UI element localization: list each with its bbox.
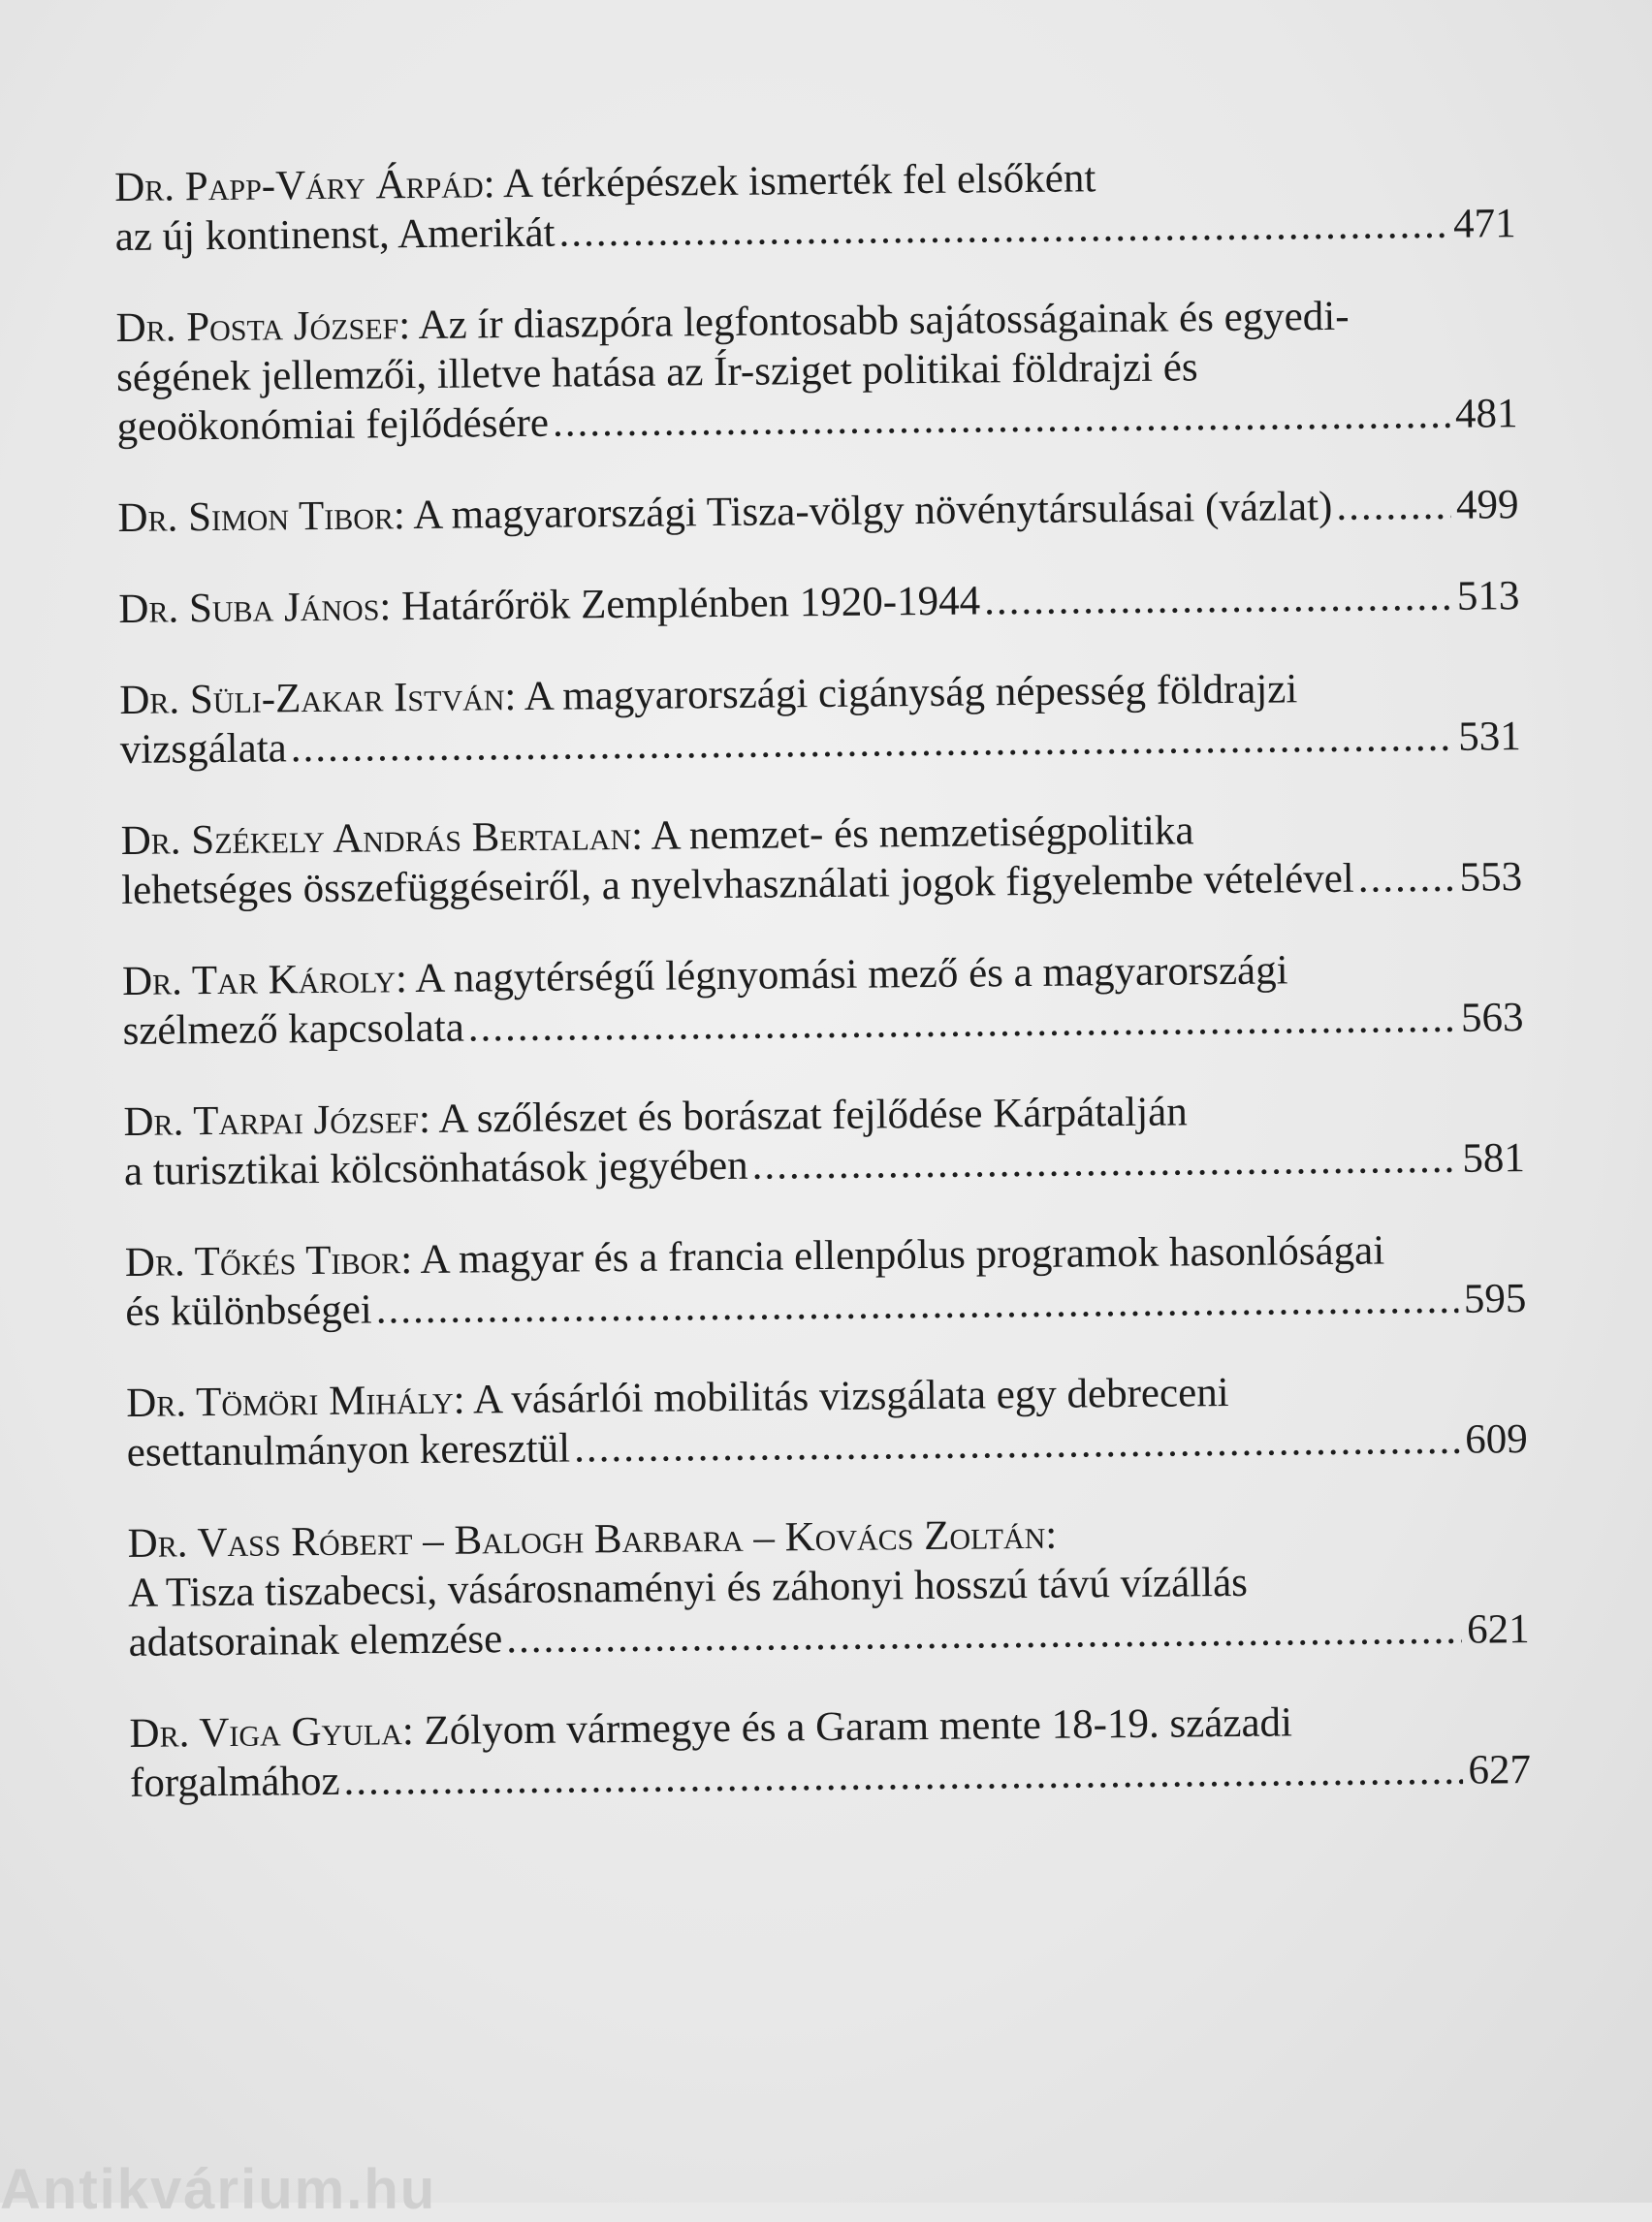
entry-title-text: az új kontinenst, Amerikát — [114, 209, 556, 260]
dot-leader — [290, 713, 1452, 774]
entry-author: Dr. Suba János: — [118, 584, 392, 632]
toc-entry — [120, 803, 1522, 915]
page-number: 581 — [1462, 1135, 1526, 1182]
toc-entry — [114, 149, 1516, 262]
toc-entry — [115, 290, 1517, 452]
toc-entry — [122, 943, 1524, 1056]
dot-leader — [375, 1275, 1458, 1335]
toc-entry — [129, 1696, 1531, 1808]
entry-title-text: A nemzet- és nemzetiségpolitika — [651, 808, 1194, 859]
entry-author: Dr. Süli-Zakar István: — [119, 674, 517, 723]
dot-leader — [1336, 481, 1450, 531]
page-number: 553 — [1459, 854, 1523, 901]
entry-last-line — [118, 571, 1519, 634]
page-number: 609 — [1464, 1416, 1528, 1463]
entry-title-text: vizsgálata — [119, 725, 287, 773]
entry-author: Dr. Posta József: — [115, 302, 411, 351]
dot-leader — [984, 572, 1451, 626]
entry-author: Dr. Tarpai József: — [123, 1095, 431, 1145]
entry-title-text: szélmező kapcsolata — [122, 1004, 465, 1054]
page-number: 627 — [1468, 1747, 1532, 1793]
watermark-text: Antikvárium.hu — [0, 2158, 437, 2221]
toc-entry — [118, 571, 1519, 634]
toc-entry — [119, 662, 1521, 775]
page-number: 531 — [1458, 714, 1521, 760]
table-of-contents — [114, 149, 1532, 1850]
entry-author: Dr. Viga Gyula: — [129, 1708, 415, 1757]
entry-title-text: Zólyom vármegye és a Garam mente 18-19. századi — [424, 1699, 1293, 1755]
entry-title-text: a turisztikai kölcsönhatások jegyében — [123, 1142, 748, 1194]
entry-title-text: adatsorainak elemzése — [128, 1616, 503, 1666]
page-number: 563 — [1460, 995, 1524, 1041]
toc-entry — [126, 1365, 1528, 1477]
toc-entry — [125, 1224, 1527, 1337]
toc-entry — [117, 480, 1518, 543]
entry-author: Dr. Tömöri Mihály: — [126, 1377, 465, 1426]
dot-leader — [1358, 853, 1454, 904]
entry-title-text: A szőlészet és borászat fejlődése Kárpátalján — [438, 1089, 1188, 1142]
toc-entry — [123, 1084, 1525, 1196]
page-number: 481 — [1454, 391, 1518, 437]
entry-title-wrap — [117, 482, 1332, 543]
entry-author: Dr. Tar Károly: — [121, 956, 408, 1004]
entry-title-text: és különbségei — [125, 1286, 372, 1335]
entry-author: Dr. Simon Tibor: — [117, 492, 406, 541]
entry-title-line: ségének jellemzői, illetve hatása az Ír-sziget politikai földrajzi és — [115, 344, 1198, 400]
entry-title-text: esettanulmányon keresztül — [126, 1425, 571, 1476]
dot-leader — [468, 994, 1456, 1053]
entry-author: Dr. Tőkés Tibor: — [124, 1237, 413, 1286]
entry-title-text: forgalmához — [129, 1758, 340, 1806]
page-number: 499 — [1455, 482, 1519, 528]
dot-leader — [558, 200, 1447, 258]
entry-author: Dr. Székely András Bertalan: — [120, 812, 644, 864]
entry-title-text: geoökonómiai fejlődésére — [116, 399, 550, 450]
entry-title-text: Az ír diaszpóra legfontosabb sajátosságainak és egyedi- — [418, 293, 1350, 348]
entry-last-line — [117, 480, 1518, 543]
page-number: 513 — [1456, 573, 1520, 619]
entry-title-line: A Tisza tiszabecsi, vásárosnaményi és záhonyi hosszú távú vízállás — [127, 1559, 1249, 1616]
page-number: 595 — [1463, 1276, 1527, 1322]
dot-leader — [553, 390, 1450, 448]
dot-leader — [574, 1415, 1460, 1474]
entry-title-text: A térképészek ismerték fel elsőként — [502, 155, 1096, 207]
entry-author: Dr. Papp-Váry Árpád: — [114, 161, 495, 210]
entry-title-text: lehetséges összefüggéseiről, a nyelvhasználati jogok figyelembe vételével — [120, 855, 1354, 913]
entry-title-wrap — [118, 576, 980, 634]
dot-leader — [751, 1134, 1456, 1190]
entry-author: Dr. Vass Róbert – Balogh Barbara – Kovács Zoltán: — [127, 1511, 1058, 1567]
dot-leader — [506, 1605, 1461, 1664]
entry-title-text: Határőrök Zemplénben 1920-1944 — [400, 578, 981, 630]
page-number: 621 — [1466, 1606, 1530, 1653]
entry-title-text: A vásárlói mobilitás vizsgálata egy debreceni — [472, 1370, 1229, 1423]
entry-title-text: A magyarországi cigányság népesség földrajzi — [524, 666, 1298, 719]
entry-title-text: A magyar és a francia ellenpólus programok hasonlóságai — [420, 1227, 1385, 1284]
dot-leader — [343, 1746, 1462, 1806]
entry-title-text: A magyarországi Tisza-völgy növénytársulásai (vázlat) — [413, 483, 1333, 539]
page-number: 471 — [1452, 201, 1516, 247]
toc-entry — [127, 1506, 1529, 1667]
entry-title-text: A nagytérségű légnyomási mező és a magyarországi — [415, 947, 1288, 1002]
